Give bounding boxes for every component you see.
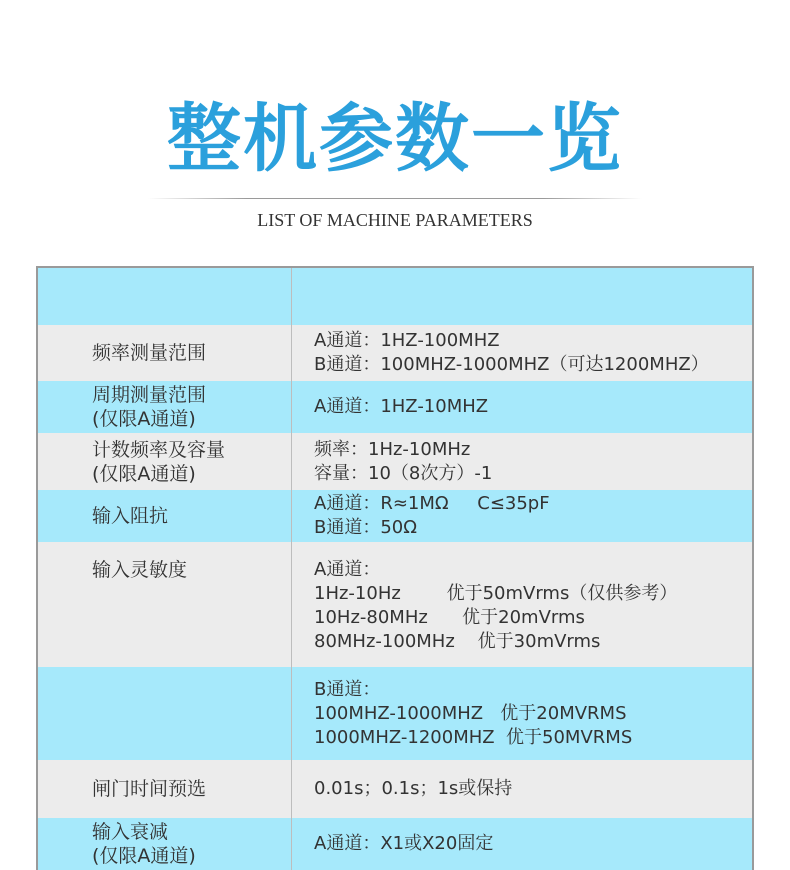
parameters-table [36, 266, 754, 870]
param-value-line: 1Hz-10Hz 优于50mVrms（仅供参考） [314, 583, 678, 604]
param-label [38, 667, 292, 760]
param-value [292, 490, 752, 542]
table-row [38, 433, 752, 490]
param-value [292, 667, 752, 760]
table-row [38, 667, 752, 760]
param-label-line: 计数频率及容量 [92, 438, 226, 461]
table-row [38, 325, 752, 381]
param-value [292, 760, 752, 818]
param-label-line: 频率测量范围 [92, 342, 207, 364]
header-cell-value [292, 268, 752, 325]
param-label [38, 760, 292, 818]
param-value-line: 100MHZ-1000MHZ 优于20MVRMS [314, 702, 627, 724]
param-value [292, 381, 752, 433]
param-label-line: 输入衰减 [92, 821, 169, 843]
param-label [38, 433, 292, 490]
page-title: 整机参数一览 [167, 96, 623, 182]
param-label-line: 输入阻抗 [92, 505, 169, 527]
param-value-line: A通道：1HZ-100MHZ [314, 330, 500, 351]
param-value-line: A通道：R≈1MΩ C≤35pF [314, 493, 550, 514]
param-label-line: (仅限A通道) [92, 845, 196, 867]
param-value-line: A通道：1HZ-10MHZ [314, 396, 489, 417]
param-value-line: 频率：1Hz-10MHz [314, 438, 471, 460]
param-label [38, 542, 292, 667]
param-label-line: 输入灵敏度 [92, 559, 188, 581]
param-value [292, 325, 752, 381]
param-label-line: 闸门时间预选 [92, 778, 207, 800]
param-value-line: 80MHz-100MHz 优于30mVrms [314, 631, 601, 652]
table-row [38, 542, 752, 667]
param-value-line: 0.01s；0.1s；1s或保持 [314, 778, 513, 799]
param-value-line: 1000MHZ-1200MHZ 优于50MVRMS [314, 726, 633, 748]
param-value [292, 433, 752, 490]
table-header-row [38, 268, 752, 325]
param-value-line: 容量：10（8次方）-1 [314, 462, 493, 484]
table-row [38, 381, 752, 433]
table-row [38, 818, 752, 870]
param-value [292, 542, 752, 667]
param-value-line: A通道： [314, 559, 381, 580]
param-value-line: 10Hz-80MHz 优于20mVrms [314, 607, 585, 628]
param-label [38, 490, 292, 542]
param-value-line: B通道：50Ω [314, 517, 418, 538]
table-row [38, 490, 752, 542]
param-label [38, 325, 292, 381]
param-value-line: B通道：100MHZ-1000MHZ（可达1200MHZ） [314, 354, 709, 375]
param-label-line: (仅限A通道) [92, 462, 196, 485]
param-value-line: A通道：X1或X20固定 [314, 833, 494, 854]
param-value-line: B通道： [314, 678, 381, 700]
param-label-line: 周期测量范围 [92, 384, 207, 406]
table-row [38, 760, 752, 818]
param-label [38, 381, 292, 433]
header-cell-label [38, 268, 292, 325]
param-label-line: (仅限A通道) [92, 408, 196, 430]
title-divider [148, 198, 642, 199]
page-subtitle: LIST OF MACHINE PARAMETERS [257, 210, 533, 230]
param-value [292, 818, 752, 870]
param-label [38, 818, 292, 870]
